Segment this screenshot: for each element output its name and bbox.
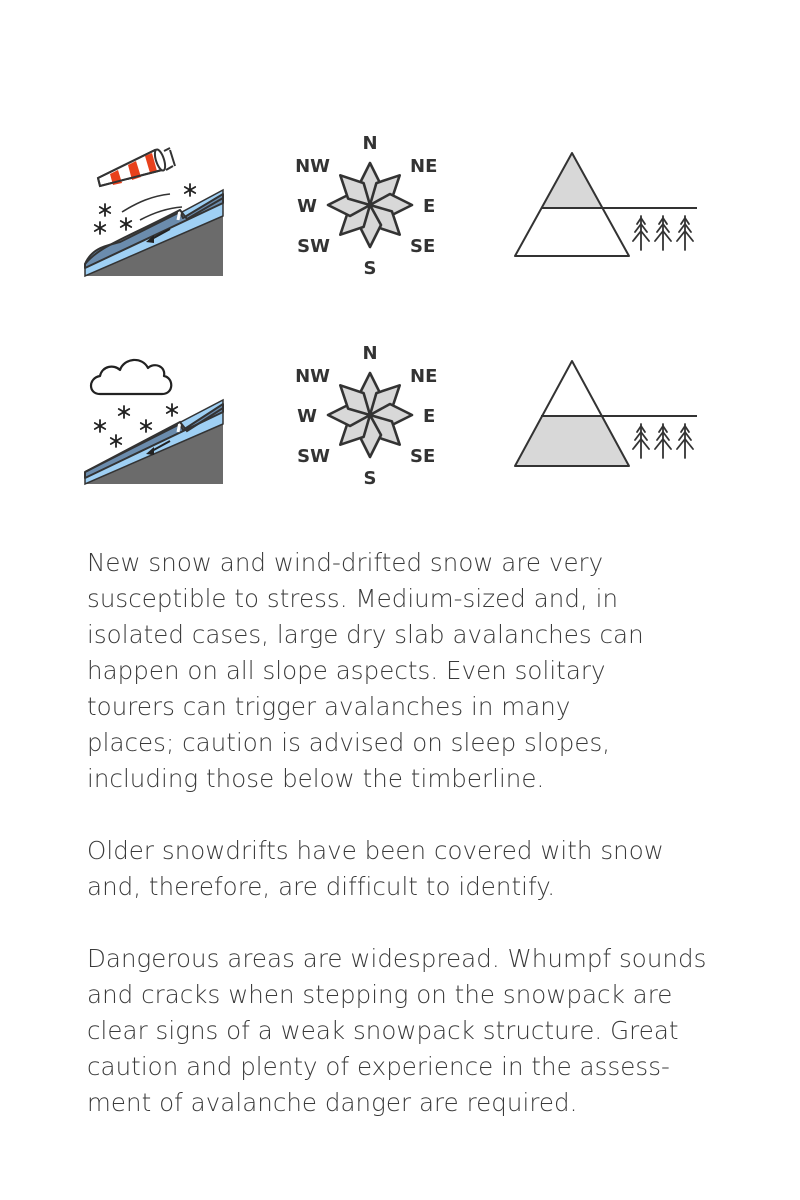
text-line: susceptible to stress. Medium-sized and, in	[87, 584, 619, 613]
aspect-label-nw: NW	[295, 366, 330, 387]
text-line: Dangerous areas are widespread. Whumpf sounds	[87, 944, 707, 973]
aspect-compass-rose	[290, 128, 450, 288]
aspect-label-s: S	[363, 468, 377, 489]
text-line: and cracks when stepping on the snowpack are	[87, 980, 673, 1009]
aspect-label-sw: SW	[297, 236, 330, 257]
text-line: and, therefore, are difficult to identify.	[87, 872, 556, 901]
aspect-label-ne: NE	[410, 366, 438, 387]
text-line: ment of avalanche danger are required.	[87, 1088, 578, 1117]
text-line: happen on all slope aspects. Even solitary	[87, 656, 606, 685]
description-paragraph-2	[87, 833, 737, 905]
aspect-label-w: W	[297, 196, 317, 217]
aspect-label-w: W	[297, 406, 317, 427]
aspect-label-n: N	[362, 343, 378, 364]
text-line: clear signs of a weak snowpack structure. Great	[87, 1016, 679, 1045]
text-line: isolated cases, large dry slab avalanches can	[87, 620, 644, 649]
avalanche-problem-row-2	[0, 338, 800, 498]
aspect-label-ne: NE	[410, 156, 438, 177]
description-paragraph-3	[87, 941, 737, 1121]
aspect-compass-rose-2	[290, 338, 450, 498]
text-line: Older snowdrifts have been covered with snow	[87, 836, 664, 865]
text-line: including those below the timberline.	[87, 764, 545, 793]
text-line: tourers can trigger avalanches in many	[87, 692, 571, 721]
aspect-label-e: E	[423, 196, 436, 217]
aspect-label-s: S	[363, 258, 377, 279]
aspect-label-e: E	[423, 406, 436, 427]
aspect-label-sw: SW	[297, 446, 330, 467]
elevation-above-treeline-icon	[505, 128, 705, 288]
text-line: places; caution is advised on sleep slopes,	[87, 728, 611, 757]
new-snow-icon	[80, 338, 230, 498]
elevation-below-treeline-icon	[505, 338, 705, 498]
compass-rose-icon	[328, 163, 412, 247]
danger-description	[87, 545, 737, 1157]
wind-drifted-snow-icon	[80, 128, 230, 288]
aspect-label-se: SE	[410, 446, 436, 467]
aspect-label-se: SE	[410, 236, 436, 257]
aspect-label-n: N	[362, 133, 378, 154]
compass-rose-icon	[328, 373, 412, 457]
text-line: New snow and wind-drifted snow are very	[87, 548, 604, 577]
description-paragraph-1	[87, 545, 737, 797]
avalanche-problem-row-1	[0, 128, 800, 288]
text-line: caution and plenty of experience in the assess-	[87, 1052, 670, 1081]
aspect-label-nw: NW	[295, 156, 330, 177]
